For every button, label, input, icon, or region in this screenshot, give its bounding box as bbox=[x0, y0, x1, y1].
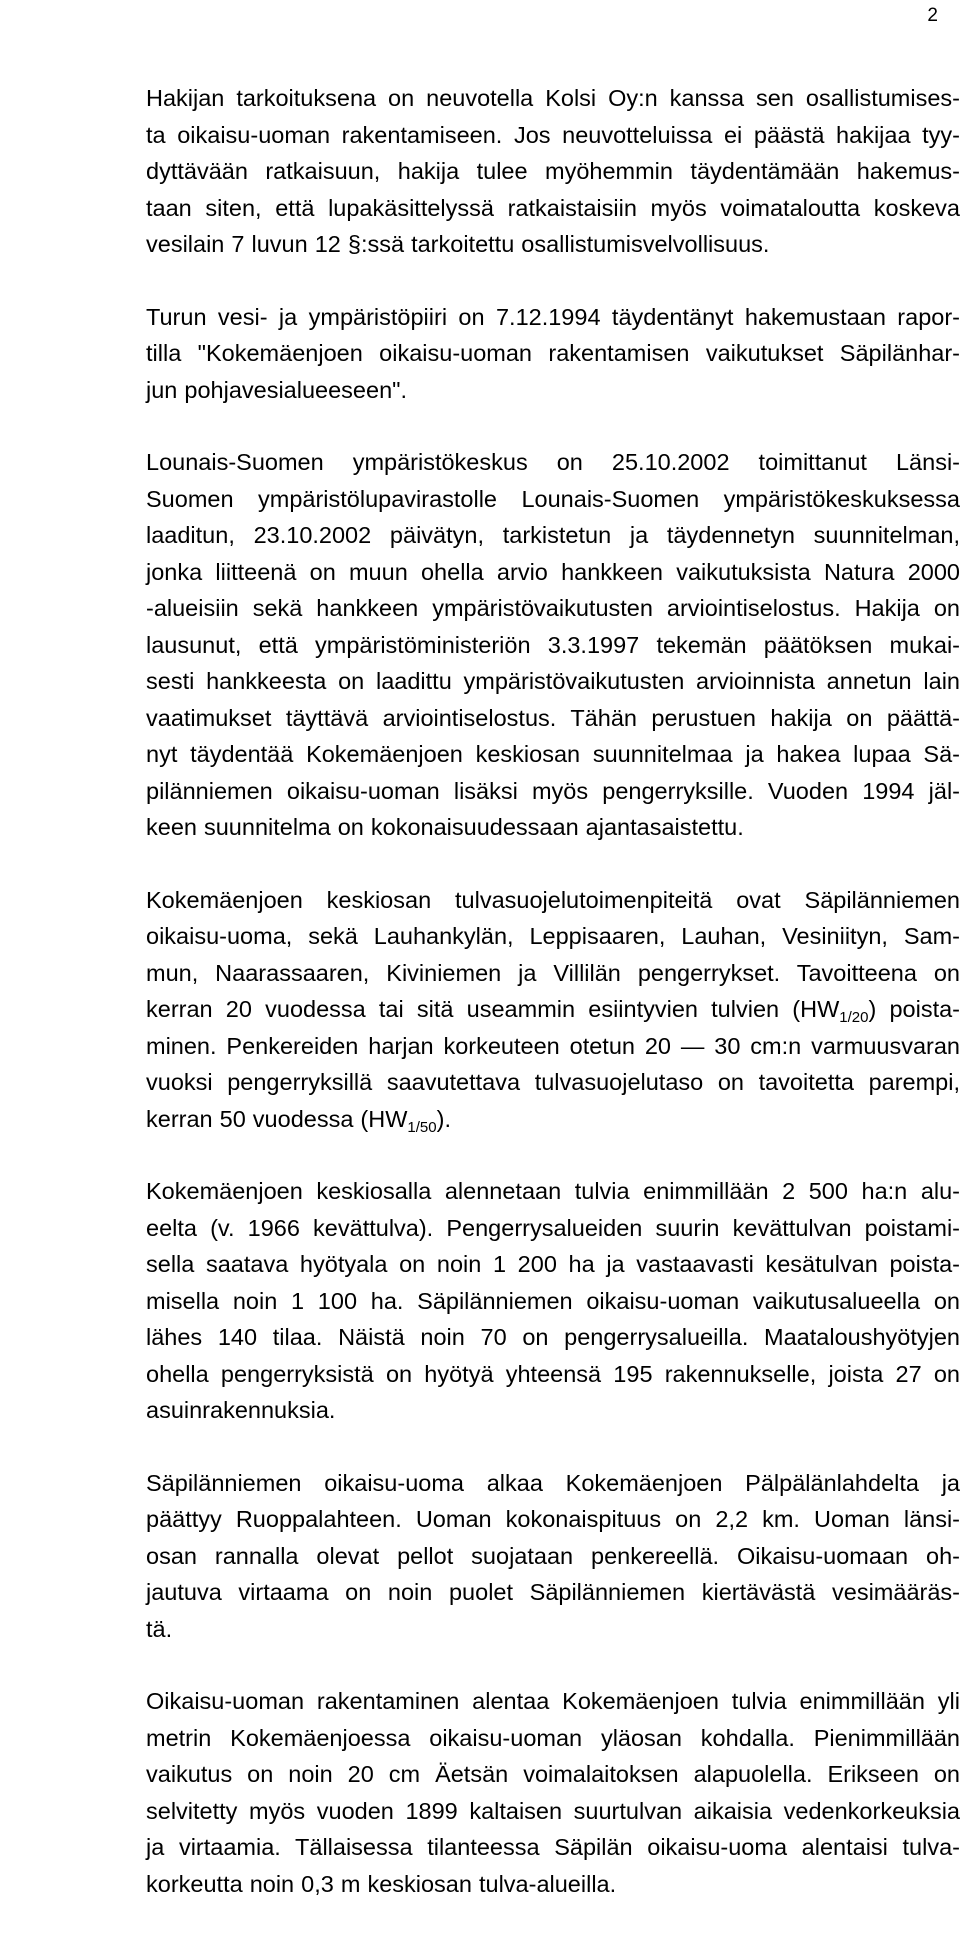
text-line: sella saatava hyötyala on noin 1 200 ha ja vastaavasti kesätulvan poista- bbox=[146, 1251, 960, 1277]
text-line: tilla "Kokemäenjoen oikaisu-uoman rakentamisen vaikutukset Säpilänhar- bbox=[146, 340, 960, 366]
text-line: osan rannalla olevat pellot suojataan penkereellä. Oikaisu-uomaan oh- bbox=[146, 1542, 960, 1569]
text-segment: ) poista- bbox=[868, 996, 960, 1022]
text-line: ja virtaamia. Tällaisessa tilanteessa Säpilän oikaisu-uoma alentaisi tulva- bbox=[146, 1834, 960, 1860]
text-line: keen suunnitelma on kokonaisuudessaan ajantasaistettu. bbox=[146, 814, 744, 840]
text-line-with-subscript bbox=[146, 1101, 960, 1138]
text-line: pilänniemen oikaisu-uoman lisäksi myös pengerryksille. Vuoden 1994 jäl- bbox=[146, 777, 960, 804]
text-line: misella noin 1 100 ha. Säpilänniemen oikaisu-uoman vaikutusalueella on bbox=[146, 1287, 960, 1314]
subscript-return-period: 1/20 bbox=[839, 1009, 869, 1026]
text-line: Hakijan tarkoituksena on neuvotella Kolsi Oy:n kanssa sen osallistumises- bbox=[146, 85, 960, 111]
subscript-return-period: 1/50 bbox=[407, 1118, 437, 1136]
text-line: oikaisu-uoma, sekä Lauhankylän, Leppisaaren, Lauhan, Vesiniityn, Sam- bbox=[146, 923, 960, 949]
paragraph-channel-description bbox=[146, 1465, 960, 1648]
text-line: metrin Kokemäenjoessa oikaisu-uoman yläosan kohdalla. Pienimmillään bbox=[146, 1724, 960, 1751]
text-line: Turun vesi- ja ympäristöpiiri on 7.12.1994 täydentänyt hakemustaan rapor- bbox=[146, 303, 960, 330]
text-line: jautuva virtaama on noin puolet Säpilänniemen kiertävästä vesimääräs- bbox=[146, 1579, 960, 1605]
text-line: ohella pengerryksistä on hyötyä yhteensä 195 rakennukselle, joista 27 on bbox=[146, 1360, 960, 1387]
text-line: vaikutus on noin 20 cm Äetsän voimalaitoksen alapuolella. Erikseen on bbox=[146, 1761, 960, 1787]
paragraph-flood-measures bbox=[146, 882, 960, 1138]
text-segment: kerran 20 vuodessa tai sitä useammin esiintyvien tulvien (HW bbox=[146, 996, 840, 1022]
text-line: sesti hankkeesta on laadittu ympäristövaikutusten arvioinnista annetun lain bbox=[146, 668, 960, 694]
text-line: korkeutta noin 0,3 m keskiosan tulva-alueilla. bbox=[146, 1870, 617, 1897]
text-line: Kokemäenjoen keskiosalla alennetaan tulvia enimmillään 2 500 ha:n alu- bbox=[146, 1178, 960, 1204]
text-line: lausunut, että ympäristöministeriön 3.3.1997 tekemän päätöksen mukai- bbox=[146, 631, 960, 658]
text-line: nyt täydentää Kokemäenjoen keskiosan suunnitelmaa ja hakea lupaa Sä- bbox=[146, 741, 960, 767]
text-segment: ). bbox=[436, 1105, 451, 1132]
paragraph-flood-area bbox=[146, 1173, 960, 1429]
paragraph-report bbox=[146, 299, 960, 409]
text-line: tä. bbox=[146, 1615, 173, 1642]
text-line: vaatimukset täyttävä arviointiselostus. Tähän perustuen hakija on päättä- bbox=[146, 704, 960, 731]
paragraph-environment-centre bbox=[146, 444, 960, 846]
text-line: Suomen ympäristölupavirastolle Lounais-Suomen ympäristökeskuksessa bbox=[146, 485, 960, 512]
text-segment: kerran 50 vuodessa (HW bbox=[146, 1105, 408, 1132]
text-line: ta oikaisu-uoman rakentamiseen. Jos neuvotteluissa ei päästä hakijaa tyy- bbox=[146, 121, 960, 148]
text-line: vesilain 7 luvun 12 §:ssä tarkoitettu osallistumisvelvollisuus. bbox=[146, 231, 770, 257]
paragraph-channel-effects bbox=[146, 1683, 960, 1902]
text-line: Oikaisu-uoman rakentaminen alentaa Kokemäenjoen tulvia enimmillään yli bbox=[146, 1688, 960, 1714]
text-line: Kokemäenjoen keskiosan tulvasuojelutoimenpiteitä ovat Säpilänniemen bbox=[146, 886, 960, 913]
text-line: eelta (v. 1966 kevättulva). Pengerrysalueiden suurin kevättulvan poistami- bbox=[146, 1214, 960, 1241]
text-line: Säpilänniemen oikaisu-uoma alkaa Kokemäenjoen Pälpälänlahdelta ja bbox=[146, 1469, 960, 1496]
text-line: Lounais-Suomen ympäristökeskus on 25.10.2002 toimittanut Länsi- bbox=[146, 449, 960, 475]
text-line: asuinrakennuksia. bbox=[146, 1397, 336, 1423]
text-line: taan siten, että lupakäsittelyssä ratkaistaisiin myös voimataloutta koskeva bbox=[146, 194, 960, 221]
page-number: 2 bbox=[927, 5, 938, 26]
text-line: dyttävään ratkaisuun, hakija tulee myöhemmin täydentämään hakemus- bbox=[146, 158, 960, 184]
text-line: laaditun, 23.10.2002 päivätyn, tarkistetun ja täydennetyn suunnitelman, bbox=[146, 522, 960, 548]
text-line: mun, Naarassaaren, Kiviniemen ja Villilän pengerrykset. Tavoitteena on bbox=[146, 959, 960, 986]
text-line: jonka liitteenä on muun ohella arvio hankkeen vaikutuksista Natura 2000 bbox=[146, 558, 960, 585]
document-body bbox=[146, 80, 960, 1938]
paragraph-negotiation bbox=[146, 80, 960, 263]
text-line: selvitetty myös vuoden 1899 kaltaisen suurtulvan aikaisia vedenkorkeuksia bbox=[146, 1797, 960, 1824]
text-line: minen. Penkereiden harjan korkeuteen otetun 20 — 30 cm:n varmuusvaran bbox=[146, 1032, 960, 1059]
text-line-with-subscript bbox=[146, 991, 960, 1028]
text-line: -alueisiin sekä hankkeen ympäristövaikutusten arviointiselostus. Hakija on bbox=[146, 595, 960, 621]
text-line: jun pohjavesialueeseen". bbox=[146, 376, 408, 403]
text-line: lähes 140 tilaa. Näistä noin 70 on pengerrysalueilla. Maataloushyötyjen bbox=[146, 1324, 960, 1350]
text-line: vuoksi pengerryksillä saavutettava tulvasuojelutaso on tavoitetta parempi, bbox=[146, 1069, 960, 1095]
text-line: päättyy Ruoppalahteen. Uoman kokonaispituus on 2,2 km. Uoman länsi- bbox=[146, 1506, 960, 1532]
